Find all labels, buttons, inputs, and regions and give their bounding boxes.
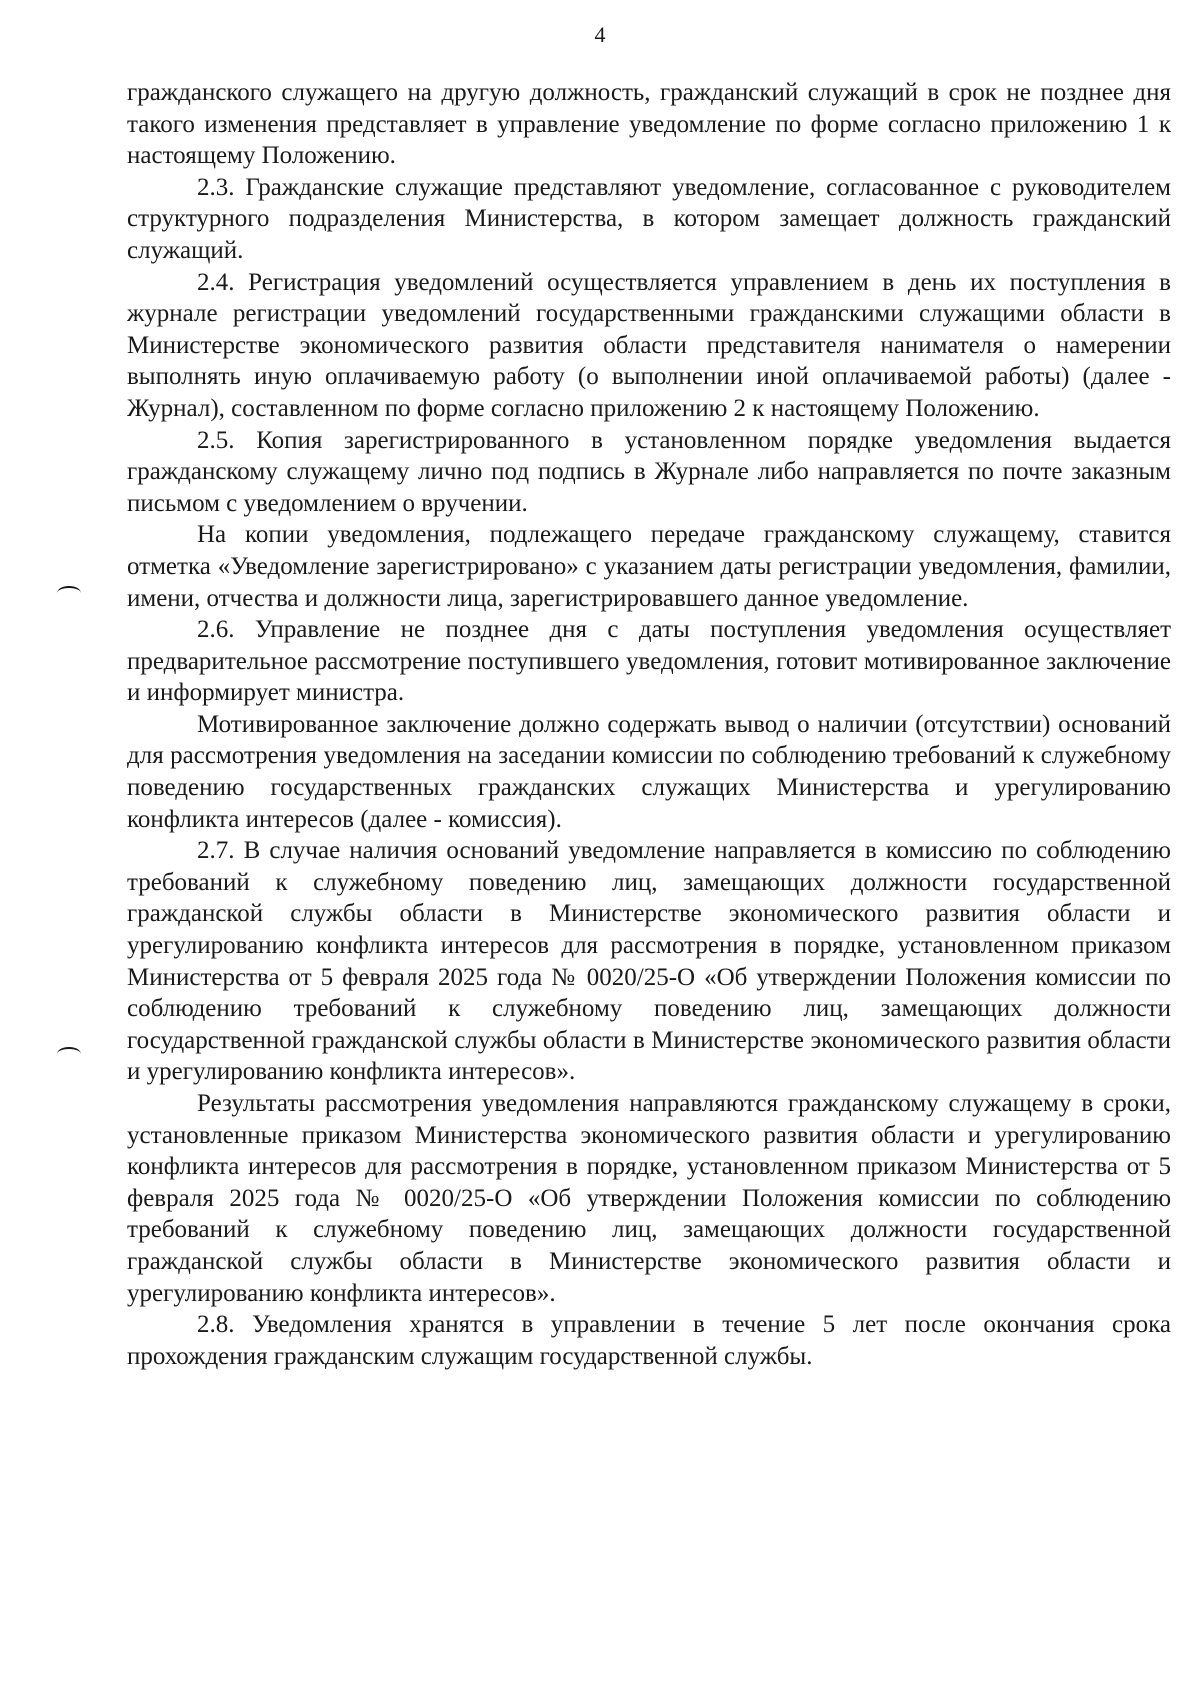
paragraph-2-4: 2.4. Регистрация уведомлений осуществляется управлением в день их поступления в журнале регистрации уведомлений государственными гражданскими служащими области в Министерстве экономического развития области представителя нанимателя о намерении выполнять иную оплачиваемую работу (о выполнении иной оплачиваемой работы) (далее - Журнал), составленном по форме согласно приложению 2 к настоящему Положению. (127, 268, 1171, 422)
margin-mark (57, 1047, 81, 1061)
document-body (127, 77, 1171, 1372)
paragraph-2-7: 2.7. В случае наличия оснований уведомление направляется в комиссию по соблюдению требований к служебному поведению лиц, замещающих должности государственной гражданской службы области в Министерстве экономического развития области и урегулированию конфликта интересов для рассмотрения в порядке, установленном приказом Министерства от 5 февраля 2025 года № 0020/25-О «Об утверждении Положения комиссии по соблюдению требований к служебному поведению лиц, замещающих должности государственной гражданской службы области в Министерстве экономического развития области и урегулированию конфликта интересов». (127, 837, 1171, 1086)
paragraph-copy-mark: На копии уведомления, подлежащего передаче гражданскому служащему, ставится отметка «Уведомление зарегистрировано» с указанием даты регистрации уведомления, фамилии, имени, отчества и должности лица, зарегистрировавшего данное уведомление. (127, 521, 1171, 612)
paragraph-2-3: 2.3. Гражданские служащие представляют уведомление, согласованное с руководителем структурного подразделения Министерства, в котором замещает должность гражданский служащий. (127, 173, 1171, 264)
paragraph-2-6: 2.6. Управление не позднее дня с даты поступления уведомления осуществляет предварительное рассмотрение поступившего уведомления, готовит мотивированное заключение и информирует министра. (127, 616, 1171, 707)
paragraph-conclusion: Мотивированное заключение должно содержать вывод о наличии (отсутствии) оснований для рассмотрения уведомления на заседании комиссии по соблюдению требований к служебному поведению государственных гражданских служащих Министерства и урегулированию конфликта интересов (далее - комиссия). (127, 710, 1171, 833)
paragraph-2-8: 2.8. Уведомления хранятся в управлении в течение 5 лет после окончания срока прохождения гражданским служащим государственной службы. (127, 1311, 1171, 1370)
paragraph-results: Результаты рассмотрения уведомления направляются гражданскому служащему в сроки, установленные приказом Министерства экономического развития области и урегулированию конфликта интересов для рассмотрения в порядке, установленном приказом Министерства от 5 февраля 2025 года № 0020/25-О «Об утверждении Положения комиссии по соблюдению требований к служебному поведению лиц, замещающих должности государственной гражданской службы области в Министерстве экономического развития области и урегулированию конфликта интересов». (127, 1090, 1171, 1307)
paragraph-continuation: гражданского служащего на другую должность, гражданский служащий в срок не позднее дня такого изменения представляет в управление уведомление по форме согласно приложению 1 к настоящему Положению. (127, 79, 1171, 170)
margin-mark (57, 586, 81, 600)
page-number: 4 (594, 22, 606, 47)
paragraph-2-5: 2.5. Копия зарегистрированного в установленном порядке уведомления выдается гражданскому служащему лично под подпись в Журнале либо направляется по почте заказным письмом с уведомлением о вручении. (127, 426, 1171, 517)
